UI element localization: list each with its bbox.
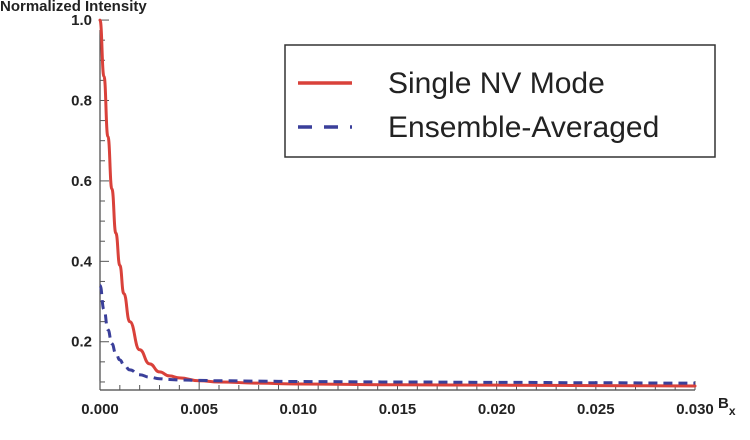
legend-label: Single NV Mode — [388, 67, 605, 100]
legend — [285, 45, 715, 157]
y-tick-label: 0.2 — [71, 333, 92, 351]
x-tick-label: 0.000 — [81, 401, 119, 418]
x-tick-label: 0.010 — [279, 401, 318, 418]
x-tick-label: 0.020 — [477, 401, 516, 418]
x-tick-label: 0.015 — [378, 401, 417, 418]
y-tick-label: 0.6 — [71, 172, 92, 190]
y-axis-title: Normalized Intensity — [0, 0, 147, 15]
series-ensemble-averaged-line — [100, 285, 695, 383]
y-tick-label: 0.4 — [71, 253, 92, 271]
x-tick-label: 0.025 — [577, 401, 615, 418]
legend-label: Ensemble-Averaged — [388, 111, 660, 144]
x-tick-label: 0.030 — [676, 401, 714, 418]
y-tick-label: 1.0 — [71, 12, 92, 30]
x-axis-title: $B_x$ — [718, 395, 736, 418]
y-tick-label: 0.8 — [71, 92, 92, 110]
x-tick-label: 0.005 — [180, 401, 218, 418]
